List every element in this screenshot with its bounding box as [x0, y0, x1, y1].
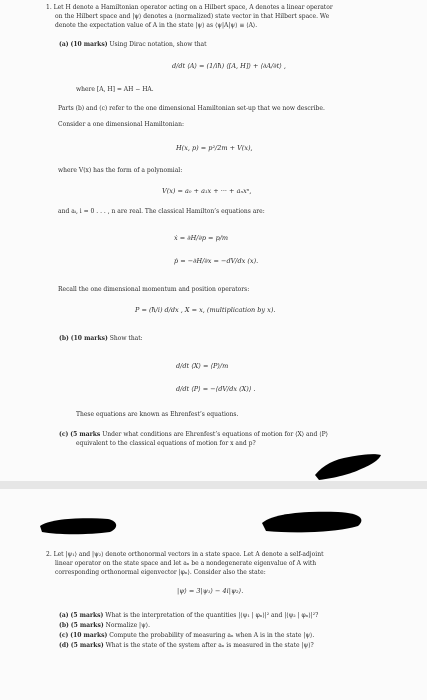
q2-part-b-label: (b)	[59, 622, 69, 629]
redaction-mark-right	[258, 509, 368, 535]
equation-state: |ψ⟩ = 3|ψ₁⟩ − 4i|ψ₂⟩.	[177, 587, 244, 595]
part-c-line-1: Under what conditions are Ehrenfest’s equations of motion for ⟨X⟩ and ⟨P⟩	[102, 431, 328, 438]
redaction-mark-left	[38, 516, 120, 536]
q2-part-a-label: (a)	[59, 612, 69, 619]
consider-hamiltonian: Consider a one dimensional Hamiltonian:	[58, 121, 184, 128]
q2-part-d-label: (d)	[59, 642, 69, 649]
q2-part-b-text: Normalize |ψ⟩.	[105, 622, 151, 629]
commutator-definition: where [A, H] = AH − HA.	[76, 86, 154, 93]
part-a-marks: (10 marks)	[70, 41, 108, 48]
q2-part-b	[59, 622, 150, 630]
part-a-heading	[59, 41, 207, 49]
where-polynomial: where V(x) has the form of a polynomial:	[58, 167, 183, 174]
q2-part-c-label: (c)	[59, 632, 69, 639]
q2-part-c	[59, 632, 314, 640]
q2-part-a-marks: (5 marks)	[70, 612, 104, 619]
part-c-marks: (5 marks	[70, 431, 101, 438]
q1-text-line-2: on the Hilbert space and |ψ⟩ denotes a (normalized) state vector in that Hilbert space. We	[55, 13, 330, 20]
q2-part-d-marks: (5 marks)	[70, 642, 104, 649]
equation-hamilton-x: ẋ = ∂H/∂p = p/m	[174, 234, 229, 242]
exam-page-2	[0, 489, 427, 700]
equation-potential: V(x) = a₀ + a₁x + ··· + aₙxⁿ,	[162, 187, 252, 195]
q2-part-a	[59, 612, 318, 620]
equation-hamilton-p: ṗ = −∂H/∂x = −dV/dx (x).	[174, 257, 259, 265]
q2-part-b-marks: (5 marks)	[70, 622, 104, 629]
q2-text-line-2: linear operator on the state space and let aₙ be a nondegenerate eigenvalue of A with	[55, 560, 317, 567]
equation-ehrenfest-theorem: d/dt ⟨A⟩ = (1/iħ) ⟨[A, H]⟩ + ⟨∂A/∂t⟩ ,	[172, 62, 286, 70]
q2-part-a-text: What is the interpretation of the quantities |⟨ψ₁ | φₙ⟩|² and |⟨ψ₂ | φₙ⟩|²?	[105, 612, 319, 619]
q2-part-c-marks: (10 marks)	[70, 632, 108, 639]
part-b-marks: (10 marks)	[70, 335, 108, 342]
recall-operators: Recall the one dimensional momentum and position operators:	[58, 286, 250, 293]
parts-bc-intro: Parts (b) and (c) refer to the one dimensional Hamiltonian set-up that we now describe.	[58, 105, 325, 112]
part-b-label: (b)	[59, 335, 69, 342]
coefficients-line: and aᵢ, i = 0 . . . , n are real. The classical Hamilton’s equations are:	[58, 208, 265, 215]
q2-part-d	[59, 642, 314, 650]
q2-text-line-1: 2. Let |ψ₁⟩ and |ψ₂⟩ denote orthonormal vectors in a state space. Let A denote a self-adjoint	[46, 551, 324, 558]
q2-part-c-text: Compute the probability of measuring aₙ when A is in the state |ψ⟩.	[109, 632, 315, 639]
q1-text-line-1: 1. Let H denote a Hamiltonian operator acting on a Hilbert space, A denotes a linear operator	[46, 4, 333, 11]
redaction-mark-top	[313, 451, 383, 481]
q2-text-line-3: corresponding orthonormal eigenvector |φₙ⟩. Consider also the state:	[55, 569, 266, 576]
q1-text-line-3: denote the expectation value of A in the state |ψ⟩ as ⟨ψ|A|ψ⟩ ≡ ⟨A⟩.	[55, 22, 258, 29]
ehrenfest-note: These equations are known as Ehrenfest’s equations.	[76, 411, 239, 418]
part-b-heading	[59, 335, 143, 343]
part-a-text: Using Dirac notation, show that	[109, 41, 207, 48]
part-c-line-2: equivalent to the classical equations of motion for x and p?	[76, 440, 256, 447]
part-b-text: Show that:	[109, 335, 143, 342]
equation-b2: d/dt ⟨P⟩ = −⟨dV/dx (X)⟩ .	[176, 385, 256, 393]
q2-part-d-text: What is the state of the system after aₙ is measured in the state |ψ⟩?	[105, 642, 314, 649]
equation-operators: P = (ħ/i) d/dx , X = x, (multiplication by x).	[135, 306, 276, 314]
part-c-label: (c)	[59, 431, 69, 438]
part-c-heading	[59, 431, 328, 439]
part-a-label: (a)	[59, 41, 69, 48]
equation-hamiltonian: H(x, p) = p²/2m + V(x),	[176, 144, 253, 152]
equation-b1: d/dt ⟨X⟩ = ⟨P⟩/m	[176, 362, 229, 370]
